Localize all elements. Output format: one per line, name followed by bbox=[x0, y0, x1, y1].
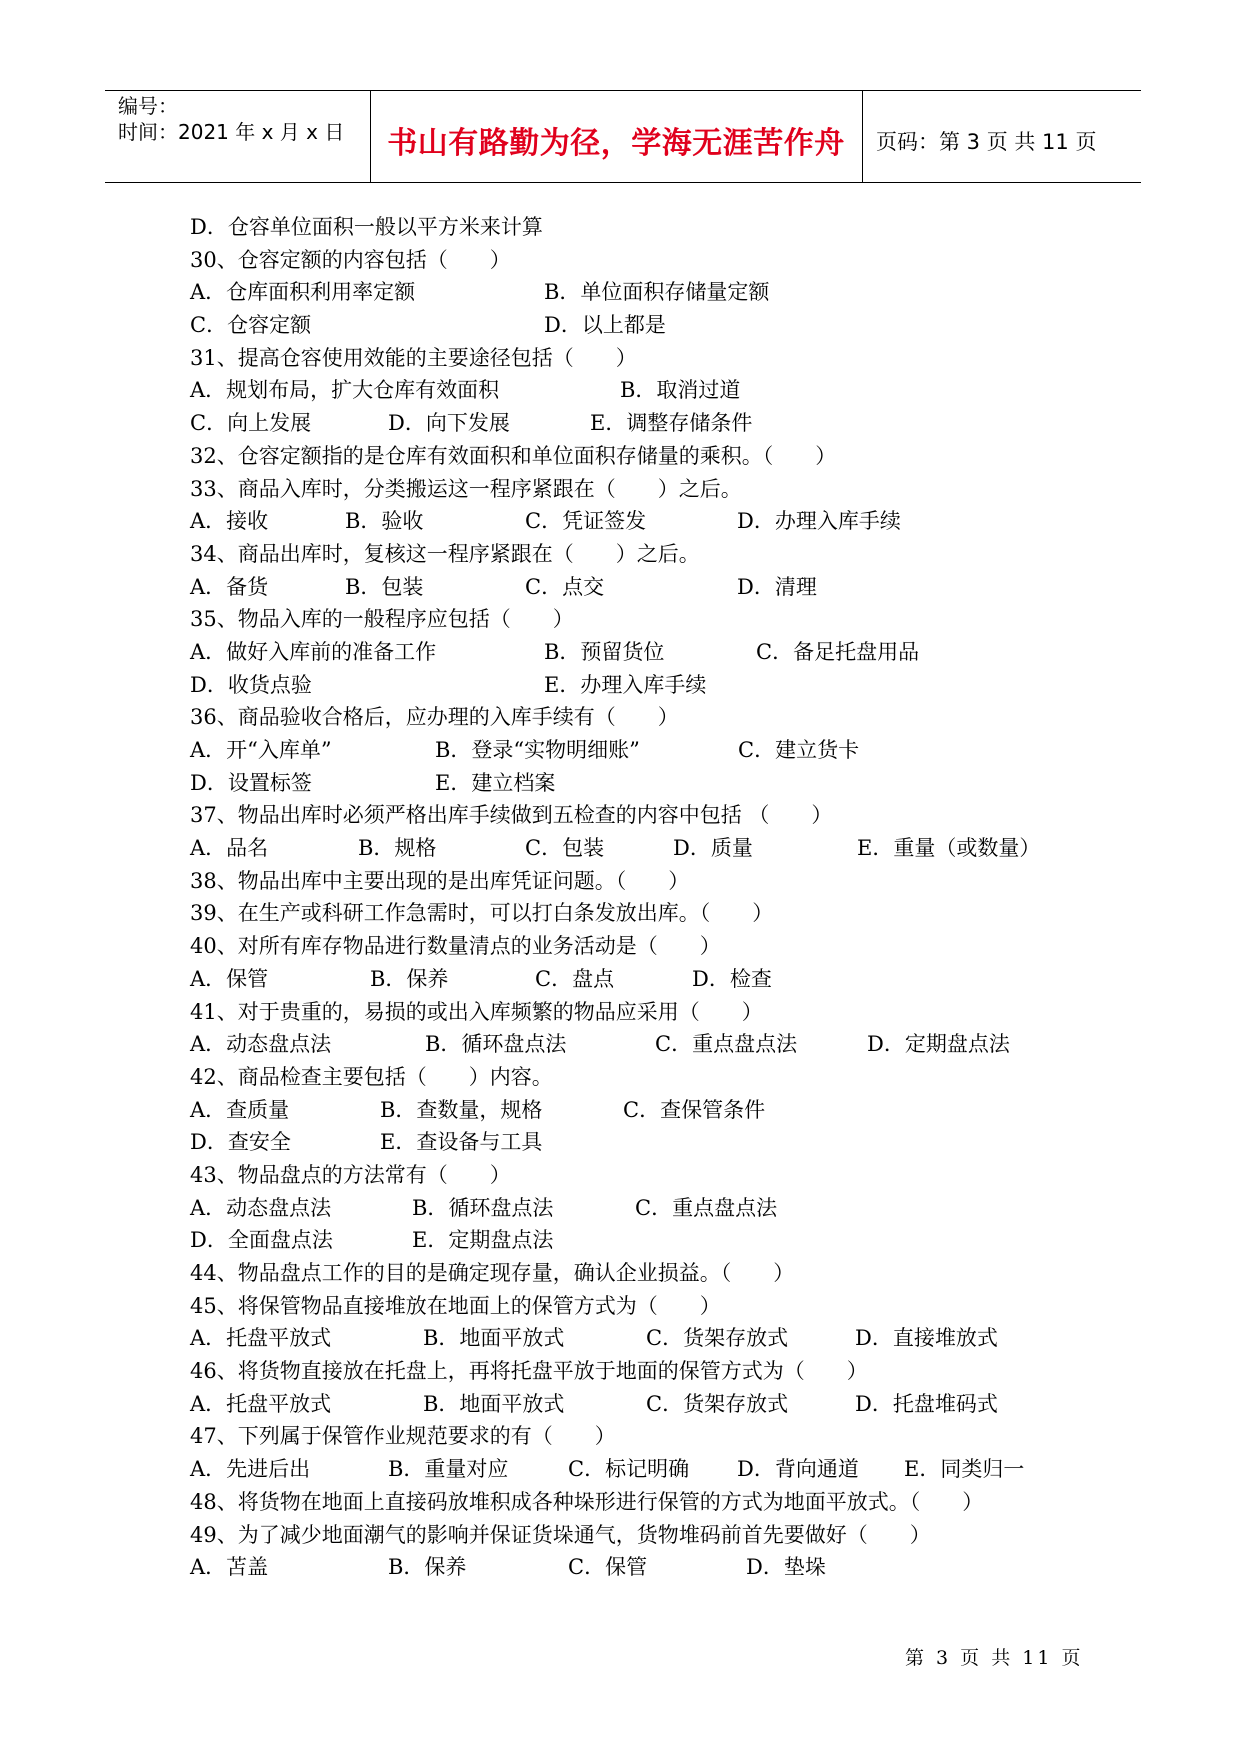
option-choice: B．单位面积存储量定额 bbox=[544, 280, 770, 305]
question-line: 43、物品盘点的方法常有（ ） bbox=[190, 1162, 511, 1187]
option-row bbox=[190, 571, 1110, 604]
option-choice: B．包装 bbox=[345, 574, 424, 599]
option-choice: B．保养 bbox=[388, 1555, 467, 1580]
option-row bbox=[190, 1453, 1110, 1486]
option-row bbox=[190, 276, 1110, 309]
option-choice: B．循环盘点法 bbox=[412, 1195, 554, 1220]
option-choice: B．保养 bbox=[370, 966, 449, 991]
question-line: 45、将保管物品直接堆放在地面上的保管方式为（ ） bbox=[190, 1293, 721, 1318]
option-row bbox=[190, 832, 1110, 865]
option-choice: A．先进后出 bbox=[190, 1457, 311, 1482]
option-choice: C．包装 bbox=[525, 836, 605, 861]
option-choice: C．货架存放式 bbox=[646, 1326, 789, 1351]
question-line: 41、对于贵重的，易损的或出入库频繁的物品应采用（ ） bbox=[190, 999, 763, 1024]
option-choice: A．动态盘点法 bbox=[190, 1195, 332, 1220]
option-row bbox=[190, 669, 1110, 702]
option-choice: C．货架存放式 bbox=[646, 1391, 789, 1416]
header-top-rule bbox=[105, 90, 1141, 91]
option-row bbox=[190, 1094, 1110, 1127]
question-line: 36、商品验收合格后，应办理的入库手续有（ ） bbox=[190, 705, 679, 730]
option-choice: B．预留货位 bbox=[544, 639, 665, 664]
question-line: 31、提高仓容使用效能的主要途径包括（ ） bbox=[190, 345, 637, 370]
option-choice: A．托盘平放式 bbox=[190, 1391, 332, 1416]
option-choice: D．清理 bbox=[737, 574, 817, 599]
option-row bbox=[190, 407, 1110, 440]
option-choice: D．全面盘点法 bbox=[190, 1228, 333, 1253]
question-line: 46、将货物直接放在托盘上，再将托盘平放于地面的保管方式为（ ） bbox=[190, 1359, 868, 1384]
header-divider-right bbox=[862, 90, 863, 182]
option-row bbox=[190, 767, 1110, 800]
option-choice: B．取消过道 bbox=[620, 378, 741, 403]
option-choice: D．检查 bbox=[692, 966, 772, 991]
option-row bbox=[190, 1322, 1110, 1355]
option-choice: C．向上发展 bbox=[190, 411, 312, 436]
question-line: 33、商品入库时，分类搬运这一程序紧跟在（ ）之后。 bbox=[190, 476, 742, 501]
option-choice: C．保管 bbox=[568, 1555, 648, 1580]
header-page-code: 页码：第 3 页 共 11 页 bbox=[876, 130, 1097, 154]
option-choice: C．重点盘点法 bbox=[655, 1032, 798, 1057]
option-choice: C．标记明确 bbox=[568, 1457, 690, 1482]
question-line: 38、物品出库中主要出现的是出库凭证问题。（ ） bbox=[190, 868, 690, 893]
question-line: D．仓容单位面积一般以平方米来计算 bbox=[190, 215, 543, 239]
option-choice: A．仓库面积利用率定额 bbox=[190, 280, 416, 305]
header-bottom-rule bbox=[105, 182, 1141, 183]
question-line: 47、下列属于保管作业规范要求的有（ ） bbox=[190, 1424, 616, 1449]
page-footer: 第 3 页 共 11 页 bbox=[905, 1647, 1084, 1669]
option-choice: C．建立货卡 bbox=[738, 738, 860, 762]
option-choice: C．点交 bbox=[525, 574, 605, 599]
option-choice: E．查设备与工具 bbox=[380, 1130, 543, 1155]
option-choice: D．垫垛 bbox=[746, 1555, 826, 1580]
option-row bbox=[190, 1028, 1110, 1061]
option-choice: C．凭证签发 bbox=[525, 509, 647, 534]
option-choice: A．苫盖 bbox=[190, 1555, 269, 1580]
option-choice: B．登录“实物明细账” bbox=[435, 738, 640, 762]
option-choice: B．地面平放式 bbox=[423, 1326, 565, 1351]
option-choice: E．定期盘点法 bbox=[412, 1228, 554, 1253]
option-choice: C．备足托盘用品 bbox=[756, 639, 920, 664]
option-row bbox=[190, 505, 1110, 538]
option-choice: A．动态盘点法 bbox=[190, 1032, 332, 1057]
option-choice: D．以上都是 bbox=[544, 313, 666, 338]
option-choice: E．同类归一 bbox=[904, 1457, 1025, 1482]
option-choice: D．托盘堆码式 bbox=[855, 1391, 998, 1416]
option-row bbox=[190, 636, 1110, 669]
question-line: 35、物品入库的一般程序应包括（ ） bbox=[190, 607, 574, 632]
option-choice: B．地面平放式 bbox=[423, 1391, 565, 1416]
option-choice: B．循环盘点法 bbox=[425, 1032, 567, 1057]
option-row bbox=[190, 1388, 1110, 1421]
option-choice: D．设置标签 bbox=[190, 770, 312, 795]
option-choice: C．查保管条件 bbox=[623, 1097, 766, 1122]
option-row bbox=[190, 734, 1110, 767]
option-choice: C．盘点 bbox=[535, 966, 615, 991]
option-choice: A．开“入库单” bbox=[190, 738, 332, 762]
option-choice: A．接收 bbox=[190, 509, 269, 534]
option-choice: D．向下发展 bbox=[388, 411, 510, 436]
question-line: 49、为了减少地面潮气的影响并保证货垛通气，货物堆码前首先要做好（ ） bbox=[190, 1522, 931, 1547]
option-row bbox=[190, 309, 1110, 342]
option-choice: D．定期盘点法 bbox=[867, 1032, 1010, 1057]
option-choice: C．仓容定额 bbox=[190, 313, 312, 338]
option-choice: A．托盘平放式 bbox=[190, 1326, 332, 1351]
option-choice: D．质量 bbox=[673, 836, 753, 861]
question-line: 40、对所有库存物品进行数量清点的业务活动是（ ） bbox=[190, 934, 721, 959]
option-choice: A．备货 bbox=[190, 574, 269, 599]
option-choice: D．背向通道 bbox=[737, 1457, 859, 1482]
option-row bbox=[190, 1551, 1110, 1584]
option-choice: D．直接堆放式 bbox=[855, 1326, 998, 1351]
question-line: 30、仓容定额的内容包括（ ） bbox=[190, 247, 511, 272]
question-line: 48、将货物在地面上直接码放堆积成各种垛形进行保管的方式为地面平放式。（ ） bbox=[190, 1489, 984, 1514]
option-choice: D．查安全 bbox=[190, 1130, 291, 1155]
option-row bbox=[190, 963, 1110, 996]
question-line: 39、在生产或科研工作急需时，可以打白条发放出库。（ ） bbox=[190, 901, 774, 926]
question-line: 44、物品盘点工作的目的是确定现存量，确认企业损益。（ ） bbox=[190, 1261, 795, 1285]
option-choice: E．调整存储条件 bbox=[590, 411, 753, 436]
option-choice: D．办理入库手续 bbox=[737, 509, 901, 534]
option-row bbox=[190, 1224, 1110, 1257]
option-choice: B．重量对应 bbox=[388, 1457, 509, 1482]
option-choice: B．规格 bbox=[358, 836, 437, 861]
option-row bbox=[190, 1126, 1110, 1159]
option-row bbox=[190, 1192, 1110, 1225]
option-choice: A．查质量 bbox=[190, 1097, 290, 1122]
question-list bbox=[190, 211, 1110, 1584]
question-line: 34、商品出库时，复核这一程序紧跟在（ ）之后。 bbox=[190, 541, 700, 566]
option-choice: E．重量（或数量） bbox=[857, 836, 1041, 861]
option-choice: A．做好入库前的准备工作 bbox=[190, 639, 437, 664]
option-choice: B．验收 bbox=[345, 509, 424, 534]
question-line: 32、仓容定额指的是仓库有效面积和单位面积存储量的乘积。（ ） bbox=[190, 443, 837, 468]
option-choice: E．办理入库手续 bbox=[544, 672, 707, 697]
document-time: 时间：2021 年 x 月 x 日 bbox=[118, 120, 345, 144]
option-choice: D．收货点验 bbox=[190, 672, 312, 697]
header-meta bbox=[118, 93, 344, 145]
question-line: 42、商品检查主要包括（ ）内容。 bbox=[190, 1064, 553, 1089]
option-row bbox=[190, 374, 1110, 407]
question-line: 37、物品出库时必须严格出库手续做到五检查的内容中包括 （ ） bbox=[190, 803, 833, 828]
option-choice: A．规划布局，扩大仓库有效面积 bbox=[190, 378, 500, 403]
option-choice: E．建立档案 bbox=[435, 770, 556, 795]
option-choice: A．品名 bbox=[190, 836, 269, 861]
header-motto: 书山有路勤为径，学海无涯苦作舟 bbox=[387, 126, 845, 161]
document-id-label: 编号： bbox=[118, 94, 178, 118]
option-choice: A．保管 bbox=[190, 966, 269, 991]
option-choice: C．重点盘点法 bbox=[635, 1195, 778, 1220]
option-choice: B．查数量，规格 bbox=[380, 1097, 543, 1122]
